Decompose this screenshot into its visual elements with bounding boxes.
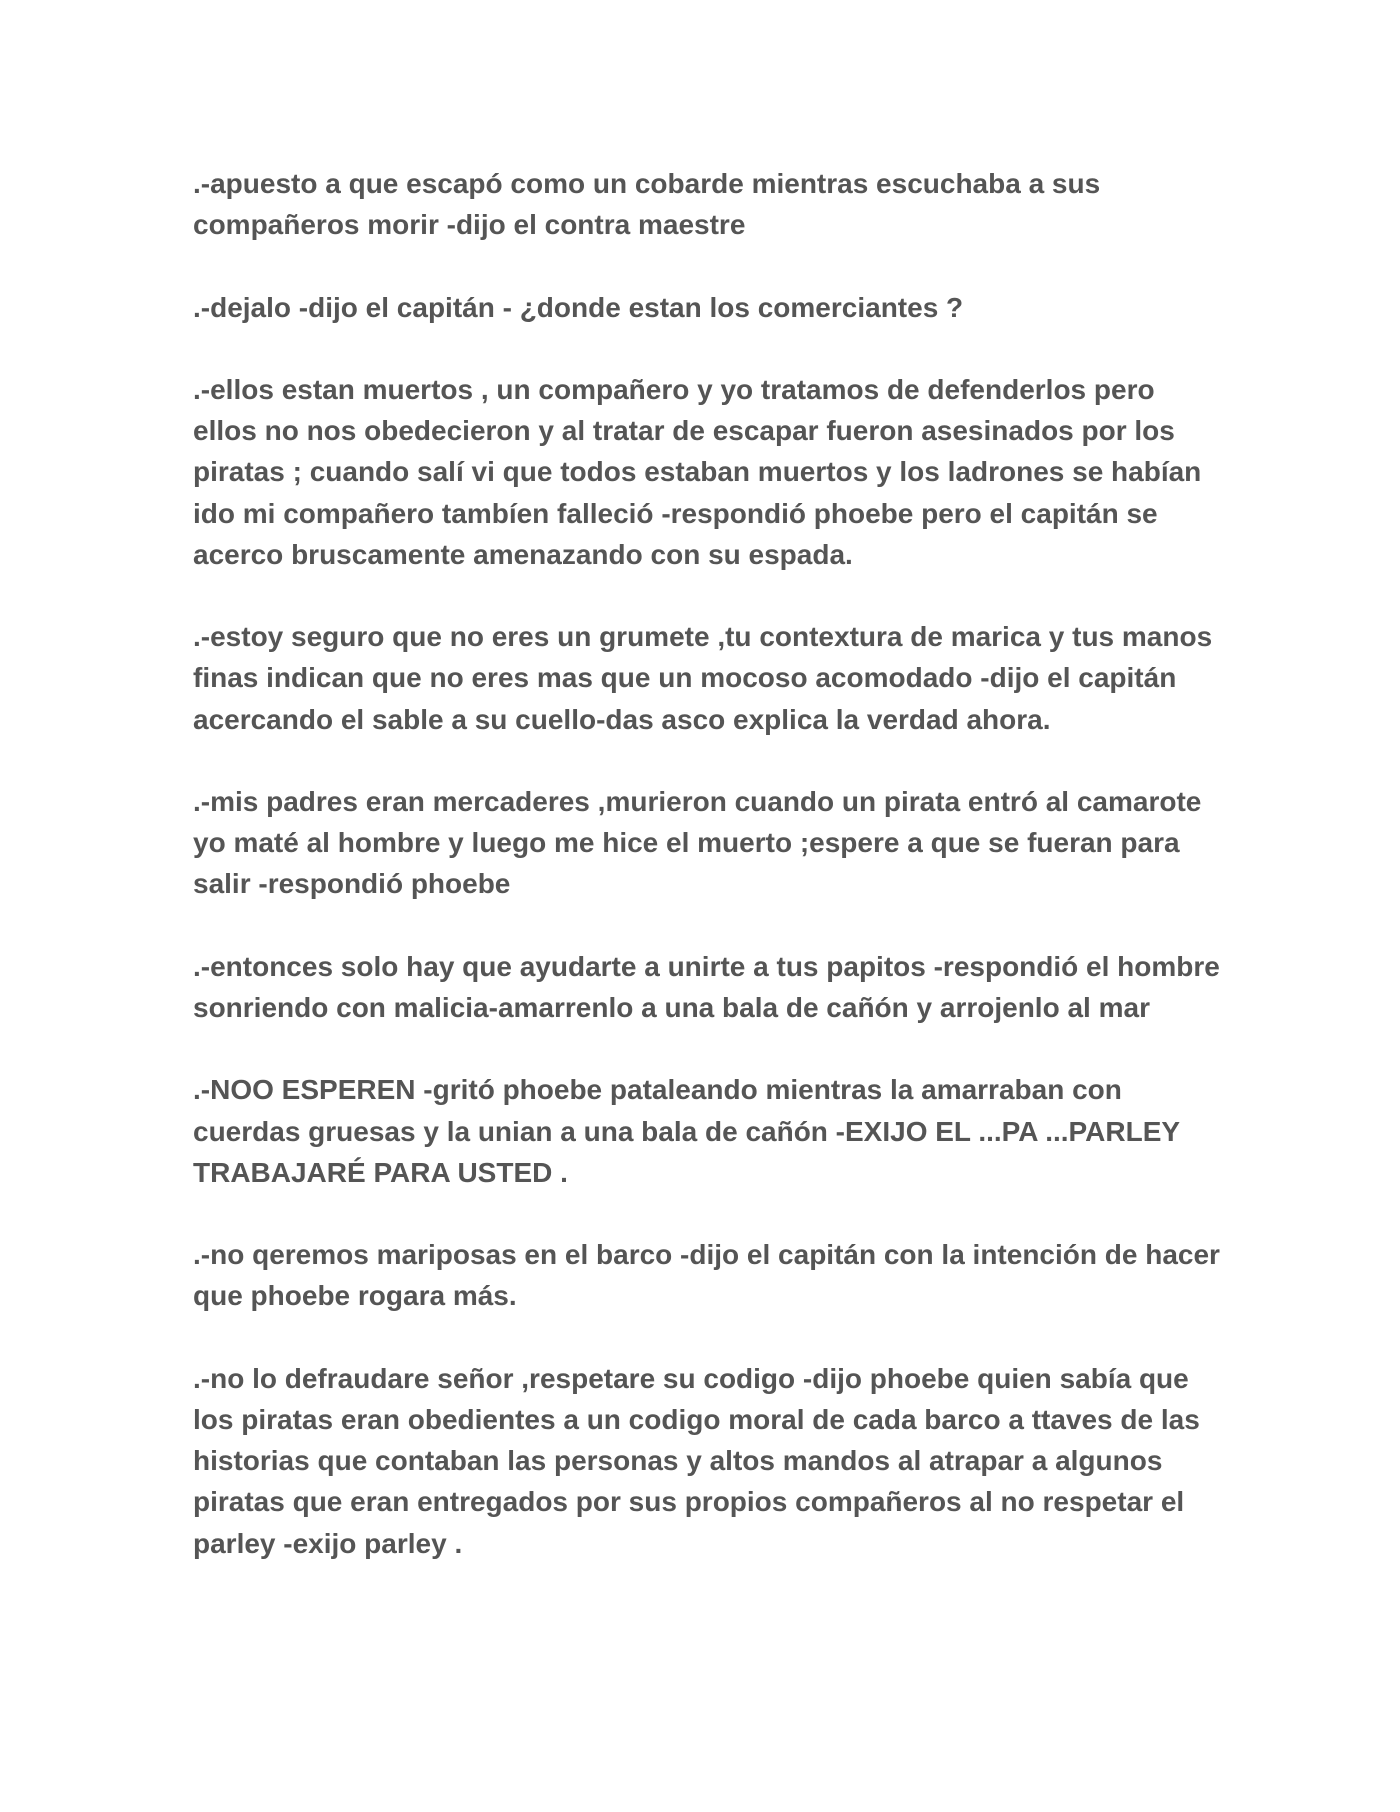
paragraph-5: .-mis padres eran mercaderes ,murieron cuando un pirata entró al camarote yo maté al hombre y luego me hice el muerto ;espere a que se fueran para salir -respondió phoebe [193,785,1202,900]
paragraph-9: .-no lo defraudare señor ,respetare su codigo -dijo phoebe quien sabía que los piratas eran obedientes a un codigo moral de cada barco a ttaves de las historias que contaban las personas y altos mandos al atrapar a algunos piratas que eran entregados por sus propios compañeros al no respetar el parley -exijo parley . [193,1362,1200,1559]
paragraph-4: .-estoy seguro que no eres un grumete ,tu contextura de marica y tus manos finas indican que no eres mas que un mocoso acomodado -dijo el capitán acercando el sable a su cuello-das asco explica la verdad ahora. [193,621,1213,735]
paragraph-6: .-entonces solo hay que ayudarte a unirte a tus papitos -respondió el hombre sonriendo con malicia-amarrenlo a una bala de cañón y arrojenlo al mar [193,950,1220,1023]
paragraph-3: .-ellos estan muertos , un compañero y yo tratamos de defenderlos pero ellos no nos obedecieron y al tratar de escapar fueron asesinados por los piratas ; cuando salí vi que todos estaban muertos y los ladrones se habían ido mi compañero tambíen falleció -respondió phoebe pero el capitán se acerco bruscamente amenazando con su espada. [193,373,1202,570]
paragraph-7: .-NOO ESPEREN -gritó phoebe pataleando mientras la amarraban con cuerdas gruesas y la unian a una bala de cañón -EXIJO EL ...PA ...PARLEY TRABAJARÉ PARA USTED . [193,1074,1180,1188]
document-body [193,163,1223,1564]
paragraph-8: .-no qeremos mariposas en el barco -dijo el capitán con la intención de hacer que phoebe rogara más. [193,1239,1220,1312]
paragraph-1: .-apuesto a que escapó como un cobarde mientras escuchaba a sus compañeros morir -dijo el contra maestre [193,168,1101,241]
paragraph-2: .-dejalo -dijo el capitán - ¿donde estan los comerciantes ? [193,291,964,323]
